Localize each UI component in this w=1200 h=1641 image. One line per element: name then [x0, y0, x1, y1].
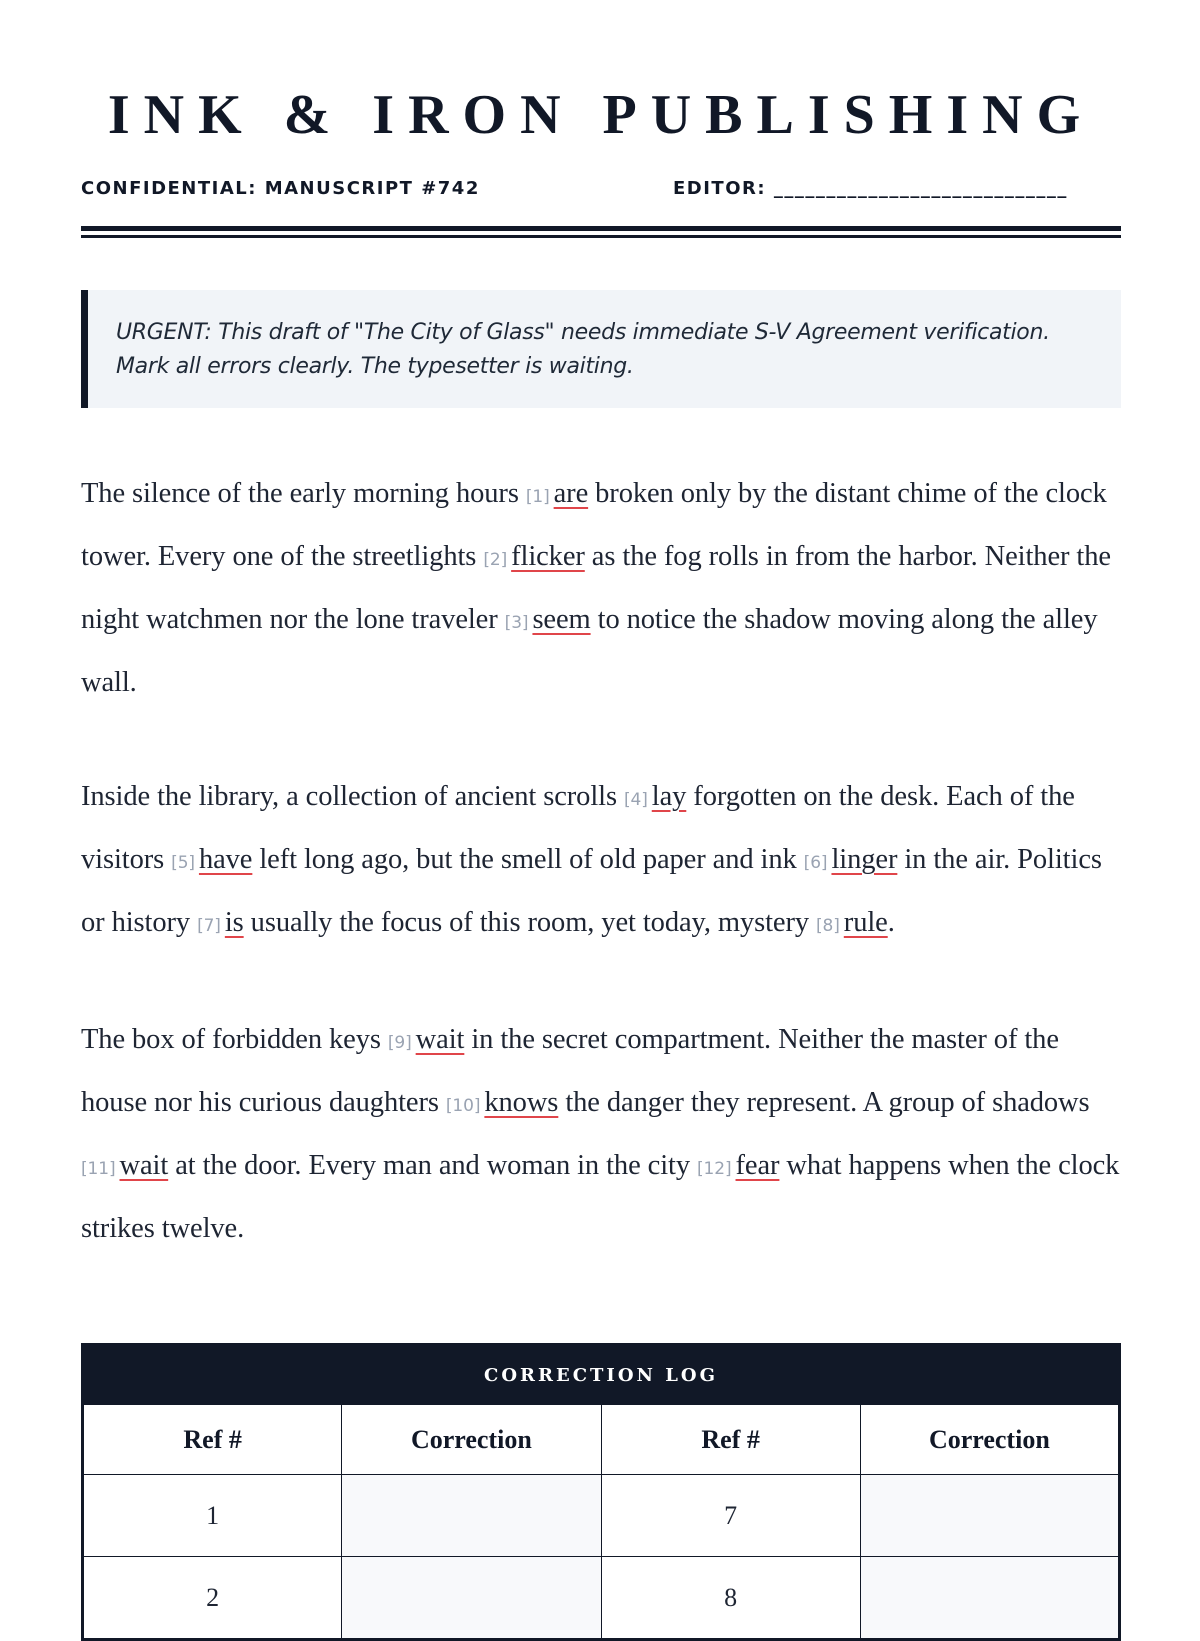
- ref-marker-7: [7]: [197, 916, 221, 936]
- column-header-correction: Correction: [860, 1405, 1119, 1475]
- column-header-ref: Ref #: [83, 1405, 342, 1475]
- ref-marker-2: [2]: [483, 550, 508, 570]
- text: the danger they represent. A group of shadows: [558, 1087, 1090, 1118]
- error-word-2[interactable]: flicker: [511, 541, 585, 572]
- error-word-12[interactable]: fear: [735, 1150, 780, 1181]
- paragraph-3: [81, 1010, 1121, 1259]
- paragraph-2: [81, 767, 1121, 956]
- correction-log-table: [81, 1343, 1121, 1641]
- editor-field[interactable]: EDITOR: ____________________________: [673, 178, 1068, 199]
- error-word-6[interactable]: linger: [831, 844, 898, 875]
- text: The silence of the early morning hours: [81, 478, 526, 509]
- notice-line-1: URGENT: This draft of "The City of Glass" needs immediate S-V Agreement verification.: [116, 320, 1050, 345]
- correction-input-cell[interactable]: [860, 1557, 1119, 1640]
- correction-log-title: CORRECTION LOG: [83, 1345, 1120, 1405]
- error-word-7[interactable]: is: [224, 907, 244, 938]
- text: in the secret compartment. Neither the master of the house nor his curious daughters: [81, 1024, 1059, 1118]
- text: Inside the library, a collection of ancient scrolls: [81, 781, 624, 812]
- error-word-9[interactable]: wait: [415, 1024, 465, 1055]
- ref-marker-10: [10]: [445, 1096, 481, 1116]
- ref-number-cell: 1: [83, 1475, 342, 1557]
- correction-input-cell[interactable]: [342, 1475, 601, 1557]
- text: to notice the shadow moving along the alley wall.: [81, 604, 1098, 698]
- ref-number-cell: 7: [601, 1475, 860, 1557]
- error-word-10[interactable]: knows: [484, 1087, 559, 1118]
- text: as the fog rolls in from the harbor. Neither the night watchmen nor the lone traveler: [81, 541, 1111, 635]
- text: in the air. Politics or history: [81, 844, 1102, 938]
- ref-marker-4: [4]: [623, 790, 648, 810]
- column-header-ref: Ref #: [601, 1405, 860, 1475]
- text: broken only by the distant chime of the clock tower. Every one of the streetlights: [81, 478, 1107, 572]
- error-word-3[interactable]: seem: [532, 604, 591, 635]
- ref-marker-8: [8]: [816, 916, 840, 936]
- text: at the door. Every man and woman in the city: [168, 1150, 698, 1181]
- text: forgotten on the desk. Each of the visitors: [81, 781, 1075, 875]
- ref-number-cell: 2: [83, 1557, 342, 1640]
- ref-marker-12: [12]: [697, 1159, 732, 1179]
- confidential-label: CONFIDENTIAL: MANUSCRIPT #742: [81, 178, 480, 199]
- error-word-1[interactable]: are: [553, 478, 589, 509]
- column-header-correction: Correction: [342, 1405, 601, 1475]
- table-row: [83, 1557, 1120, 1640]
- publisher-title: INK & IRON PUBLISHING: [107, 84, 1095, 146]
- ref-number-cell: 8: [601, 1557, 860, 1640]
- header-rule-thick: [81, 226, 1121, 231]
- manuscript-meta: [81, 174, 1121, 204]
- manuscript-page: [81, 0, 1121, 1641]
- text: left long ago, but the smell of old paper and ink: [252, 844, 804, 875]
- notice-line-2: Mark all errors clearly. The typesetter is waiting.: [116, 354, 634, 379]
- error-word-8[interactable]: rule: [843, 907, 888, 938]
- error-word-4[interactable]: lay: [651, 781, 687, 812]
- correction-input-cell[interactable]: [860, 1475, 1119, 1557]
- header-rule-thin: [81, 235, 1121, 238]
- text: The box of forbidden keys: [81, 1024, 388, 1055]
- urgent-notice: [81, 290, 1121, 408]
- ref-marker-6: [6]: [803, 853, 828, 873]
- text: usually the focus of this room, yet today, mystery: [243, 907, 817, 938]
- ref-marker-1: [1]: [525, 487, 550, 507]
- ref-marker-3: [3]: [504, 613, 529, 633]
- correction-input-cell[interactable]: [342, 1557, 601, 1640]
- ref-marker-11: [11]: [81, 1159, 116, 1179]
- table-row: [83, 1475, 1120, 1557]
- error-word-5[interactable]: have: [198, 844, 253, 875]
- text: what happens when the clock strikes twelve.: [81, 1150, 1120, 1244]
- text: .: [887, 907, 895, 938]
- ref-marker-5: [5]: [171, 853, 195, 873]
- ref-marker-9: [9]: [387, 1033, 412, 1053]
- paragraph-1: [81, 464, 1121, 713]
- error-word-11[interactable]: wait: [119, 1150, 169, 1181]
